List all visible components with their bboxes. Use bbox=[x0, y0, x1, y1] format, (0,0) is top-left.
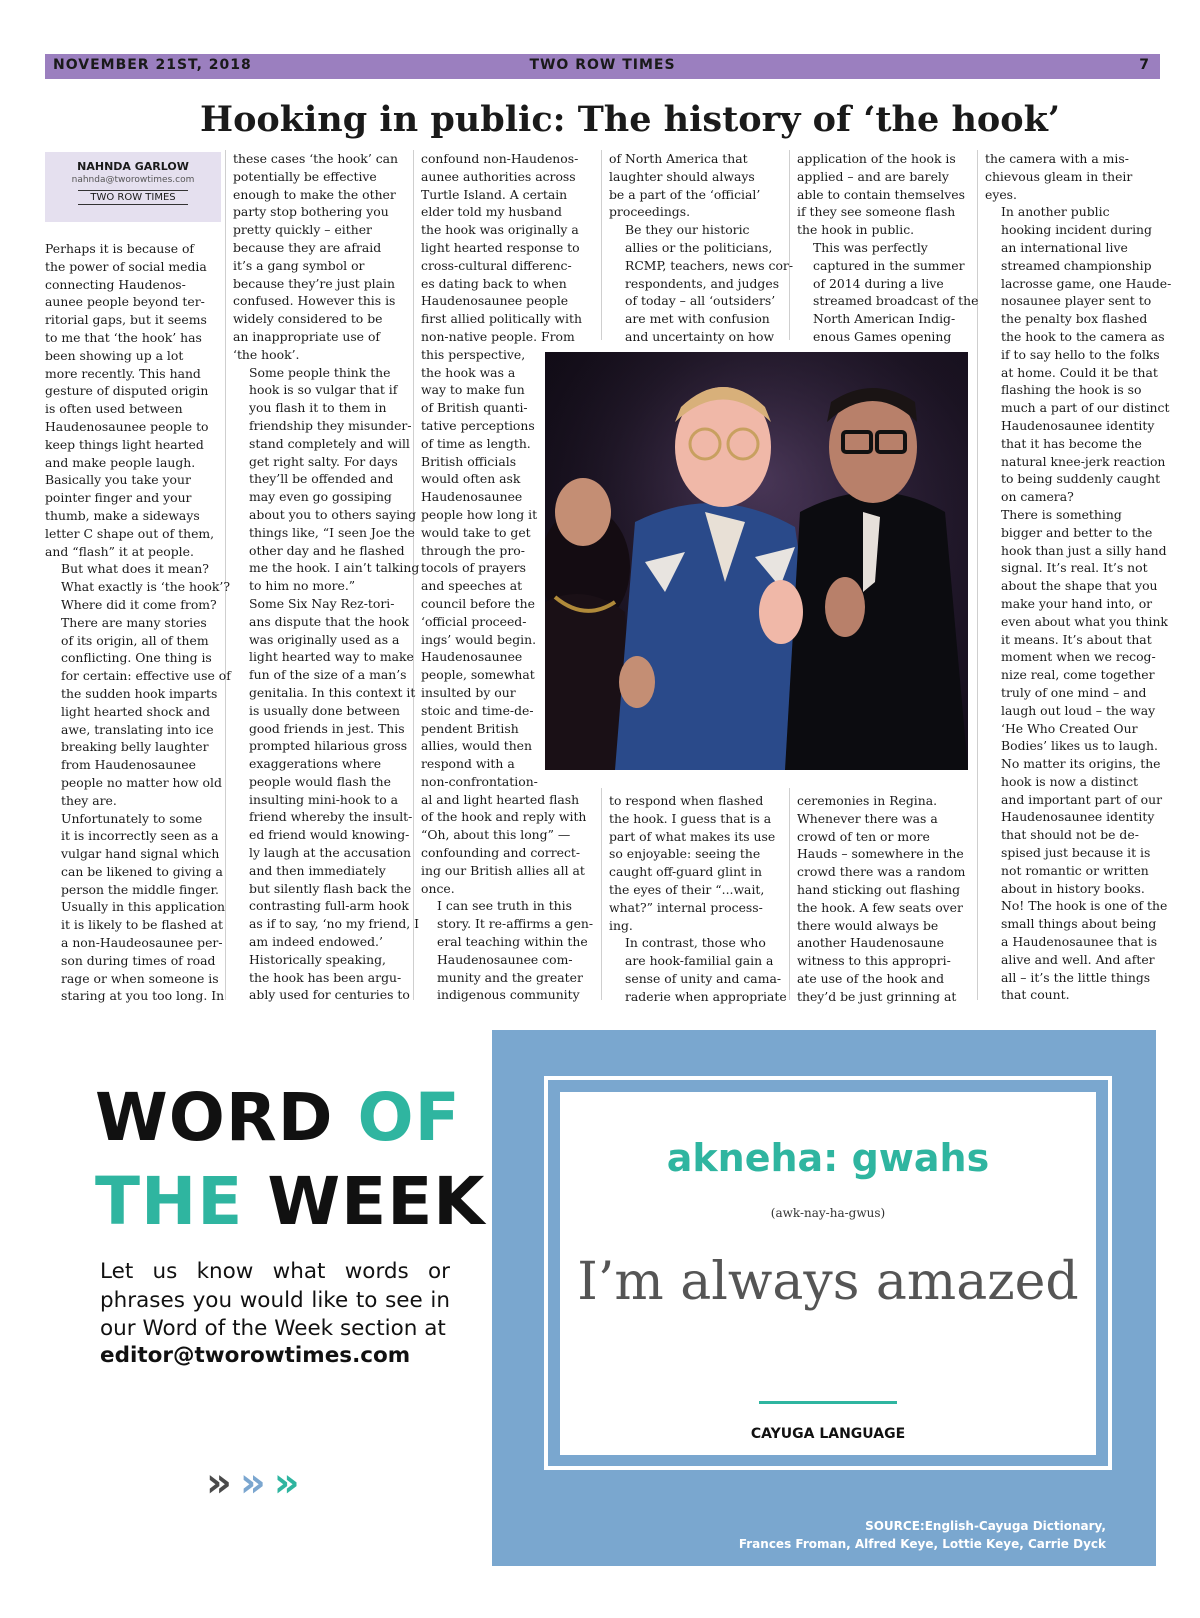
paragraph bbox=[985, 203, 1172, 506]
text-line: the hook. I guess that is a bbox=[609, 810, 772, 826]
text-line: Haudenosaunee bbox=[421, 489, 523, 505]
page-header-bar bbox=[45, 54, 1160, 79]
text-line: truly of one mind – and bbox=[1001, 684, 1147, 700]
text-line: person the middle finger. bbox=[61, 881, 219, 897]
text-line: nize real, come together bbox=[1001, 667, 1155, 683]
text-line: and then immediately bbox=[249, 862, 386, 878]
text-line: ritorial gaps, but it seems bbox=[45, 312, 207, 328]
text-line: respondents, and judges bbox=[625, 275, 780, 291]
text-line: light hearted response to bbox=[421, 239, 580, 255]
text-line: it means. It’s about that bbox=[1001, 631, 1152, 647]
paragraph bbox=[985, 506, 1168, 1004]
chevron-right-icon: » bbox=[239, 1460, 274, 1506]
text-line: connecting Haudenos- bbox=[45, 276, 186, 292]
text-line: people would flash the bbox=[249, 773, 391, 789]
article-column-6 bbox=[985, 150, 1172, 1004]
text-line: Some people think the bbox=[249, 364, 391, 380]
text-line: bigger and better to the bbox=[1001, 524, 1153, 540]
text-line: signal. It’s real. It’s not bbox=[1001, 560, 1148, 576]
text-line: on camera? bbox=[1001, 489, 1074, 505]
text-line: stoic and time-de- bbox=[421, 702, 534, 718]
text-line: much a part of our distinct bbox=[1001, 400, 1170, 416]
text-line: and “flash” it at people. bbox=[45, 543, 194, 559]
publication-name: TWO ROW TIMES bbox=[529, 57, 676, 73]
text-line: council before the bbox=[421, 595, 535, 611]
text-line: hook is so vulgar that if bbox=[249, 382, 398, 398]
text-line: light hearted shock and bbox=[61, 703, 211, 719]
text-line: thumb, make a sideways bbox=[45, 507, 200, 523]
text-line: not romantic or written bbox=[1001, 862, 1149, 878]
text-line: good friends in jest. This bbox=[249, 720, 405, 736]
text-line: was originally used as a bbox=[249, 631, 400, 647]
text-line: hook is now a distinct bbox=[1001, 773, 1139, 789]
text-line: make your hand into, or bbox=[1001, 595, 1153, 611]
text-line: this perspective, bbox=[421, 346, 526, 362]
text-line: that should not be de- bbox=[1001, 827, 1139, 843]
text-line: would take to get bbox=[421, 524, 531, 540]
text-line: There are many stories bbox=[61, 614, 207, 630]
text-line: ably used for centuries to bbox=[249, 987, 410, 1003]
text-line: the hook in public. bbox=[797, 222, 915, 238]
text-line: British officials bbox=[421, 453, 517, 469]
text-line: ing. bbox=[609, 917, 633, 933]
text-line: people no matter how old bbox=[61, 774, 222, 790]
text-line: other day and he flashed bbox=[249, 542, 405, 558]
text-line: the hook was a bbox=[421, 364, 516, 380]
author-email: nahnda@tworowtimes.com bbox=[71, 175, 195, 185]
article-column-1 bbox=[45, 240, 231, 1005]
text-line: rage or when someone is bbox=[61, 970, 219, 986]
divider bbox=[759, 1401, 897, 1404]
editor-email-link[interactable]: editor@tworowtimes.com bbox=[100, 1343, 411, 1368]
text-line: confounding and correct- bbox=[421, 845, 581, 861]
text-line: are hook-familial gain a bbox=[625, 953, 774, 969]
text-line: would often ask bbox=[421, 471, 521, 487]
text-line: what?” internal process- bbox=[609, 899, 763, 915]
text-line: the camera with a mis- bbox=[985, 151, 1129, 166]
text-line: a Haudenosaunee that is bbox=[1001, 934, 1158, 950]
text-line: been showing up a lot bbox=[45, 347, 184, 363]
text-line: vulgar hand signal which bbox=[61, 846, 220, 862]
text-line: they are. bbox=[61, 792, 117, 808]
text-line: because they are afraid bbox=[233, 239, 382, 255]
text-line: applied – and are barely bbox=[797, 168, 949, 184]
text-line: that it has become the bbox=[1001, 435, 1142, 451]
text-line: the penalty box flashed bbox=[1001, 311, 1148, 327]
text-line: Usually in this application bbox=[61, 899, 226, 915]
text-line: the hook was originally a bbox=[421, 222, 579, 238]
text-line: contrasting full-arm hook bbox=[249, 898, 409, 914]
text-line: is usually done between bbox=[249, 702, 400, 718]
word-of-the-week-title bbox=[95, 1076, 485, 1244]
text-line: part of what makes its use bbox=[609, 828, 776, 844]
text-line: streamed championship bbox=[1001, 257, 1152, 273]
paragraph bbox=[609, 792, 785, 934]
text-line: can be likened to giving a bbox=[61, 863, 223, 879]
text-line: ans dispute that the hook bbox=[249, 613, 409, 629]
text-line: prompted hilarious gross bbox=[249, 738, 408, 754]
text-line: application of the hook is bbox=[797, 151, 956, 166]
text-line: to being suddenly caught bbox=[1001, 471, 1161, 487]
text-line: Haudenosaunee identity bbox=[1001, 417, 1155, 433]
text-line: conflicting. One thing is bbox=[61, 650, 212, 666]
text-line: hook than just a silly hand bbox=[1001, 542, 1167, 558]
text-line: breaking belly laughter bbox=[61, 739, 209, 755]
text-line: tocols of prayers bbox=[421, 560, 526, 576]
text-line: hooking incident during bbox=[1001, 222, 1152, 238]
text-line: may even go gossiping bbox=[249, 489, 392, 505]
text-line: North American Indig- bbox=[813, 311, 956, 327]
paragraph bbox=[233, 951, 409, 1004]
text-line: of today – all ‘outsiders’ bbox=[625, 293, 776, 309]
text-line: I can see truth in this bbox=[437, 898, 572, 914]
text-line: it is incorrectly seen as a bbox=[61, 828, 219, 844]
text-line: to me that ‘the hook’ has bbox=[45, 329, 202, 345]
text-line: and uncertainty on how bbox=[625, 328, 775, 344]
text-line: gesture of disputed origin bbox=[45, 383, 209, 399]
text-line: No! The hook is one of the bbox=[1001, 898, 1168, 914]
text-line: non-confrontation- bbox=[421, 773, 538, 789]
text-line: the hook to the camera as bbox=[1001, 328, 1165, 344]
text-line: Haudenosaunee bbox=[421, 649, 523, 665]
text-line: of its origin, all of them bbox=[61, 632, 209, 648]
paragraph bbox=[233, 595, 420, 951]
text-line: Haudenosaunee people to bbox=[45, 418, 209, 434]
text-line: me the hook. I ain’t talking bbox=[249, 560, 420, 576]
column-separator bbox=[601, 788, 602, 1000]
text-line: once. bbox=[421, 880, 455, 896]
text-line: party stop bothering you bbox=[233, 204, 389, 220]
text-line: they’d be just grinning at bbox=[797, 988, 957, 1004]
text-line: pointer finger and your bbox=[45, 490, 192, 506]
text-line: insulting mini-hook to a bbox=[249, 791, 398, 807]
text-line: crowd of ten or more bbox=[797, 828, 930, 844]
text-line: witness to this appropri- bbox=[797, 953, 951, 969]
cayuga-word: akneha: gwahs bbox=[666, 1136, 990, 1180]
text-line: the sudden hook imparts bbox=[61, 685, 218, 701]
text-line: but silently flash back the bbox=[249, 880, 412, 896]
text-line: In contrast, those who bbox=[625, 935, 766, 951]
text-line: and speeches at bbox=[421, 578, 523, 594]
text-line: through the pro- bbox=[421, 542, 525, 558]
text-line: that count. bbox=[1001, 987, 1070, 1003]
text-line: This was perfectly bbox=[813, 239, 928, 255]
text-line: spised just because it is bbox=[1001, 845, 1151, 861]
text-line: for certain: effective use of bbox=[61, 668, 231, 684]
text-line: moment when we recog- bbox=[1001, 649, 1156, 665]
text-line: about the shape that you bbox=[1001, 578, 1158, 594]
article-column-5-bottom bbox=[797, 792, 973, 1006]
text-line: people how long it bbox=[421, 506, 538, 522]
text-line: RCMP, teachers, news cor- bbox=[625, 257, 794, 273]
text-line: pretty quickly – either bbox=[233, 222, 372, 238]
title-word: THE bbox=[95, 1163, 244, 1240]
text-line: Haudenosaunee people bbox=[421, 293, 569, 309]
text-line: Basically you take your bbox=[45, 472, 191, 488]
text-line: it is likely to be flashed at bbox=[61, 917, 223, 933]
text-line: an international live bbox=[1001, 239, 1128, 255]
text-line: es dating back to when bbox=[421, 275, 567, 291]
text-line: aunee people beyond ter- bbox=[45, 294, 205, 310]
text-line: ‘He Who Created Our bbox=[1001, 720, 1138, 736]
paragraph bbox=[609, 221, 794, 346]
text-line: respond with a bbox=[421, 756, 515, 772]
text-line: Haudenosaunee com- bbox=[437, 951, 573, 967]
text-line: widely considered to be bbox=[233, 311, 383, 327]
text-line: there would always be bbox=[797, 917, 939, 933]
chevron-right-icon: » bbox=[273, 1460, 308, 1506]
text-line: munity and the greater bbox=[437, 969, 583, 985]
text-line: There is something bbox=[1001, 506, 1122, 522]
column-separator bbox=[601, 150, 602, 340]
title-word: WEEK bbox=[267, 1163, 486, 1240]
text-line: allies, would then bbox=[421, 738, 532, 754]
article-column-5-top bbox=[797, 150, 979, 346]
text-line: and make people laugh. bbox=[45, 454, 196, 470]
text-line: But what does it mean? bbox=[61, 561, 209, 577]
text-line: of time as length. bbox=[421, 435, 531, 451]
text-line: crowd there was a random bbox=[797, 864, 966, 880]
text-line: be a part of the ‘official’ bbox=[609, 186, 761, 202]
text-line: it’s a gang symbol or bbox=[233, 257, 365, 273]
text-line: the power of social media bbox=[45, 258, 207, 274]
text-line: are met with confusion bbox=[625, 311, 770, 327]
text-line: because they’re just plain bbox=[233, 275, 395, 291]
text-line: so enjoyable: seeing the bbox=[609, 846, 761, 862]
source-line: SOURCE:English-Cayuga Dictionary, bbox=[865, 1519, 1106, 1533]
article-column-2 bbox=[233, 150, 420, 1004]
text-line: you flash it to them in bbox=[249, 400, 387, 416]
text-line: tative perceptions bbox=[421, 417, 535, 433]
text-line: the hook has been argu- bbox=[249, 969, 402, 985]
page-number: 7 bbox=[1139, 57, 1150, 73]
text-line: Turtle Island. A certain bbox=[421, 186, 568, 202]
text-line: the hook. A few seats over bbox=[797, 899, 963, 915]
text-line: confound non-Haudenos- bbox=[421, 151, 579, 166]
text-line: cross-cultural differenc- bbox=[421, 257, 572, 273]
text-line: a non-Haudeosaunee per- bbox=[61, 935, 223, 951]
text-line: the eyes of their “...wait, bbox=[609, 881, 765, 897]
column-separator bbox=[789, 788, 790, 1000]
text-line: genitalia. In this context it bbox=[249, 684, 416, 700]
text-line: al and light hearted flash bbox=[421, 791, 580, 807]
text-line: stand completely and will bbox=[249, 435, 410, 451]
text-line: Unfortunately to some bbox=[61, 810, 203, 826]
text-line: Some Six Nay Rez-tori- bbox=[249, 595, 395, 611]
text-line: things like, “I seen Joe the bbox=[249, 524, 415, 540]
text-line: No matter its origins, the bbox=[1001, 756, 1161, 772]
text-line: to respond when flashed bbox=[609, 793, 764, 808]
article-column-4-top bbox=[609, 150, 794, 346]
paragraph bbox=[421, 897, 597, 1004]
text-line: laugh out loud – the way bbox=[1001, 702, 1156, 718]
text-line: ‘official proceed- bbox=[421, 613, 527, 629]
author-name: NAHNDA GARLOW bbox=[77, 160, 189, 173]
text-line: get right salty. For days bbox=[249, 453, 398, 469]
text-line: ate use of the hook and bbox=[797, 970, 945, 986]
text-line: if they see someone flash bbox=[797, 204, 956, 220]
text-line: exaggerations where bbox=[249, 756, 382, 772]
byline-publication: TWO ROW TIMES bbox=[78, 190, 188, 205]
text-line: nosaunee player sent to bbox=[1001, 293, 1152, 309]
paragraph bbox=[797, 150, 973, 239]
text-line: ly laugh at the accusation bbox=[249, 845, 411, 861]
word-card bbox=[560, 1092, 1096, 1455]
text-line: these cases ‘the hook’ can bbox=[233, 151, 398, 166]
text-line: of the hook and reply with bbox=[421, 809, 587, 825]
paragraph bbox=[985, 150, 1161, 203]
text-line: Whenever there was a bbox=[797, 810, 938, 826]
source-credit bbox=[739, 1517, 1106, 1553]
text-line: able to contain themselves bbox=[797, 186, 965, 202]
article-headline: Hooking in public: The history of ‘the hook’ bbox=[200, 99, 1061, 140]
paragraph bbox=[45, 560, 231, 809]
text-line: ‘the hook’. bbox=[233, 346, 300, 362]
text-line: staring at you too long. In bbox=[61, 988, 225, 1004]
title-word: WORD bbox=[95, 1079, 334, 1156]
text-line: of 2014 during a live bbox=[813, 275, 944, 291]
text-line: son during times of road bbox=[61, 952, 216, 968]
paragraph bbox=[45, 240, 221, 560]
text-line: caught off-guard glint in bbox=[609, 864, 762, 880]
text-line: friendship they misunder- bbox=[249, 417, 412, 433]
text-line: they’ll be offended and bbox=[249, 471, 394, 487]
chevron-decoration bbox=[206, 1460, 308, 1506]
text-line: is often used between bbox=[45, 401, 183, 417]
text-line: am indeed endowed.’ bbox=[249, 934, 383, 950]
text-line: potentially be effective bbox=[233, 168, 377, 184]
paragraph bbox=[233, 150, 409, 364]
title-word: OF bbox=[357, 1079, 461, 1156]
text-line: eyes. bbox=[985, 186, 1017, 202]
issue-date: NOVEMBER 21ST, 2018 bbox=[53, 57, 252, 73]
language-label: CAYUGA LANGUAGE bbox=[750, 1426, 906, 1442]
text-line: another Haudenosaune bbox=[797, 935, 944, 951]
text-line: In another public bbox=[1001, 204, 1110, 220]
article-photo bbox=[545, 352, 968, 770]
paragraph bbox=[609, 934, 785, 1005]
column-separator bbox=[789, 150, 790, 340]
text-line: chievous gleam in their bbox=[985, 168, 1133, 184]
text-line: sense of unity and cama- bbox=[625, 970, 782, 986]
text-line: ed friend would knowing- bbox=[249, 827, 410, 843]
text-line: What exactly is ‘the hook’? bbox=[61, 579, 230, 595]
text-line: proceedings. bbox=[609, 204, 691, 220]
paragraph bbox=[797, 239, 979, 346]
text-line: flashing the hook is so bbox=[1001, 382, 1142, 398]
paragraph bbox=[233, 364, 420, 595]
text-line: as if to say, ‘no my friend, I bbox=[249, 916, 420, 932]
word-card-panel bbox=[492, 1030, 1156, 1566]
text-line: insulted by our bbox=[421, 684, 516, 700]
text-line: from Haudenosaunee bbox=[61, 757, 196, 773]
paragraph bbox=[45, 810, 226, 1006]
text-line: friend whereby the insult- bbox=[249, 809, 413, 825]
pronunciation: (awk-nay-ha-gwus) bbox=[770, 1206, 886, 1220]
text-line: hand sticking out flashing bbox=[797, 881, 961, 897]
text-line: way to make fun bbox=[421, 382, 525, 398]
text-line: of North America that bbox=[609, 151, 748, 166]
text-line: enous Games opening bbox=[813, 328, 952, 344]
text-line: an inappropriate use of bbox=[233, 328, 380, 344]
source-line: Frances Froman, Alfred Keye, Lottie Keye, Carrie Dyck bbox=[738, 1537, 1106, 1551]
text-line: Historically speaking, bbox=[249, 951, 386, 967]
text-line: ing our British allies all at bbox=[421, 862, 585, 878]
text-line: about you to others saying bbox=[249, 506, 417, 522]
text-line: about in history books. bbox=[1001, 880, 1145, 896]
paragraph bbox=[609, 150, 785, 221]
text-line: light hearted way to make bbox=[249, 649, 414, 665]
text-line: raderie when appropriate bbox=[625, 988, 787, 1004]
text-line: “Oh, about this long” — bbox=[421, 827, 571, 843]
text-line: alive and well. And after bbox=[1001, 951, 1155, 967]
text-line: pendent British bbox=[421, 720, 519, 736]
text-line: streamed broadcast of the bbox=[813, 293, 979, 309]
text-line: elder told my husband bbox=[421, 204, 562, 220]
text-line: aunee authorities across bbox=[421, 168, 576, 184]
text-line: natural knee-jerk reaction bbox=[1001, 453, 1166, 469]
text-line: non-native people. From bbox=[421, 328, 575, 344]
text-line: allies or the politicians, bbox=[625, 239, 773, 255]
text-line: ings’ would begin. bbox=[421, 631, 537, 647]
text-line: at home. Could it be that bbox=[1001, 364, 1158, 380]
text-line: letter C shape out of them, bbox=[45, 525, 215, 541]
text-line: Be they our historic bbox=[625, 222, 750, 238]
text-line: confused. However this is bbox=[233, 293, 396, 309]
text-line: Perhaps it is because of bbox=[45, 241, 195, 256]
byline-box bbox=[45, 152, 221, 222]
paragraph bbox=[797, 792, 973, 1006]
photo-illustration bbox=[545, 352, 968, 770]
chevron-right-icon: » bbox=[206, 1460, 240, 1506]
translation: I’m always amazed bbox=[577, 1252, 1079, 1312]
text-line: eral teaching within the bbox=[437, 934, 588, 950]
text-line: indigenous community bbox=[437, 987, 580, 1003]
text-line: and important part of our bbox=[1001, 791, 1163, 807]
text-line: fun of the size of a man’s bbox=[249, 667, 407, 683]
article-column-4-bottom bbox=[609, 792, 785, 1006]
text-line: if to say hello to the folks bbox=[1001, 346, 1160, 362]
column-separator bbox=[977, 150, 978, 1000]
text-line: of British quanti- bbox=[421, 400, 528, 416]
text-line: laughter should always bbox=[609, 168, 755, 184]
text-line: keep things light hearted bbox=[45, 436, 204, 452]
text-line: all – it’s the little things bbox=[1001, 969, 1151, 985]
text-line: small things about being bbox=[1001, 916, 1157, 932]
text-line: captured in the summer bbox=[813, 257, 965, 273]
text-line: people, somewhat bbox=[421, 667, 535, 683]
text-line: awe, translating into ice bbox=[61, 721, 214, 737]
text-line: enough to make the other bbox=[233, 186, 396, 202]
word-of-the-week-invitation: Let us know what words or phrases you would like to see in our Word of the Week section at bbox=[100, 1259, 450, 1341]
column-separator bbox=[225, 150, 226, 1000]
text-line: Hauds – somewhere in the bbox=[797, 846, 964, 862]
text-line: ceremonies in Regina. bbox=[797, 793, 938, 808]
text-line: Bodies’ likes us to laugh. bbox=[1001, 738, 1158, 754]
text-line: lacrosse game, one Haude- bbox=[1001, 275, 1172, 291]
text-line: Where did it come from? bbox=[61, 596, 217, 612]
text-line: story. It re-affirms a gen- bbox=[437, 916, 594, 932]
text-line: first allied politically with bbox=[421, 311, 582, 327]
text-line: even about what you think bbox=[1001, 613, 1168, 629]
text-line: Haudenosaunee identity bbox=[1001, 809, 1155, 825]
text-line: more recently. This hand bbox=[45, 365, 201, 381]
text-line: to him no more.” bbox=[249, 578, 356, 594]
